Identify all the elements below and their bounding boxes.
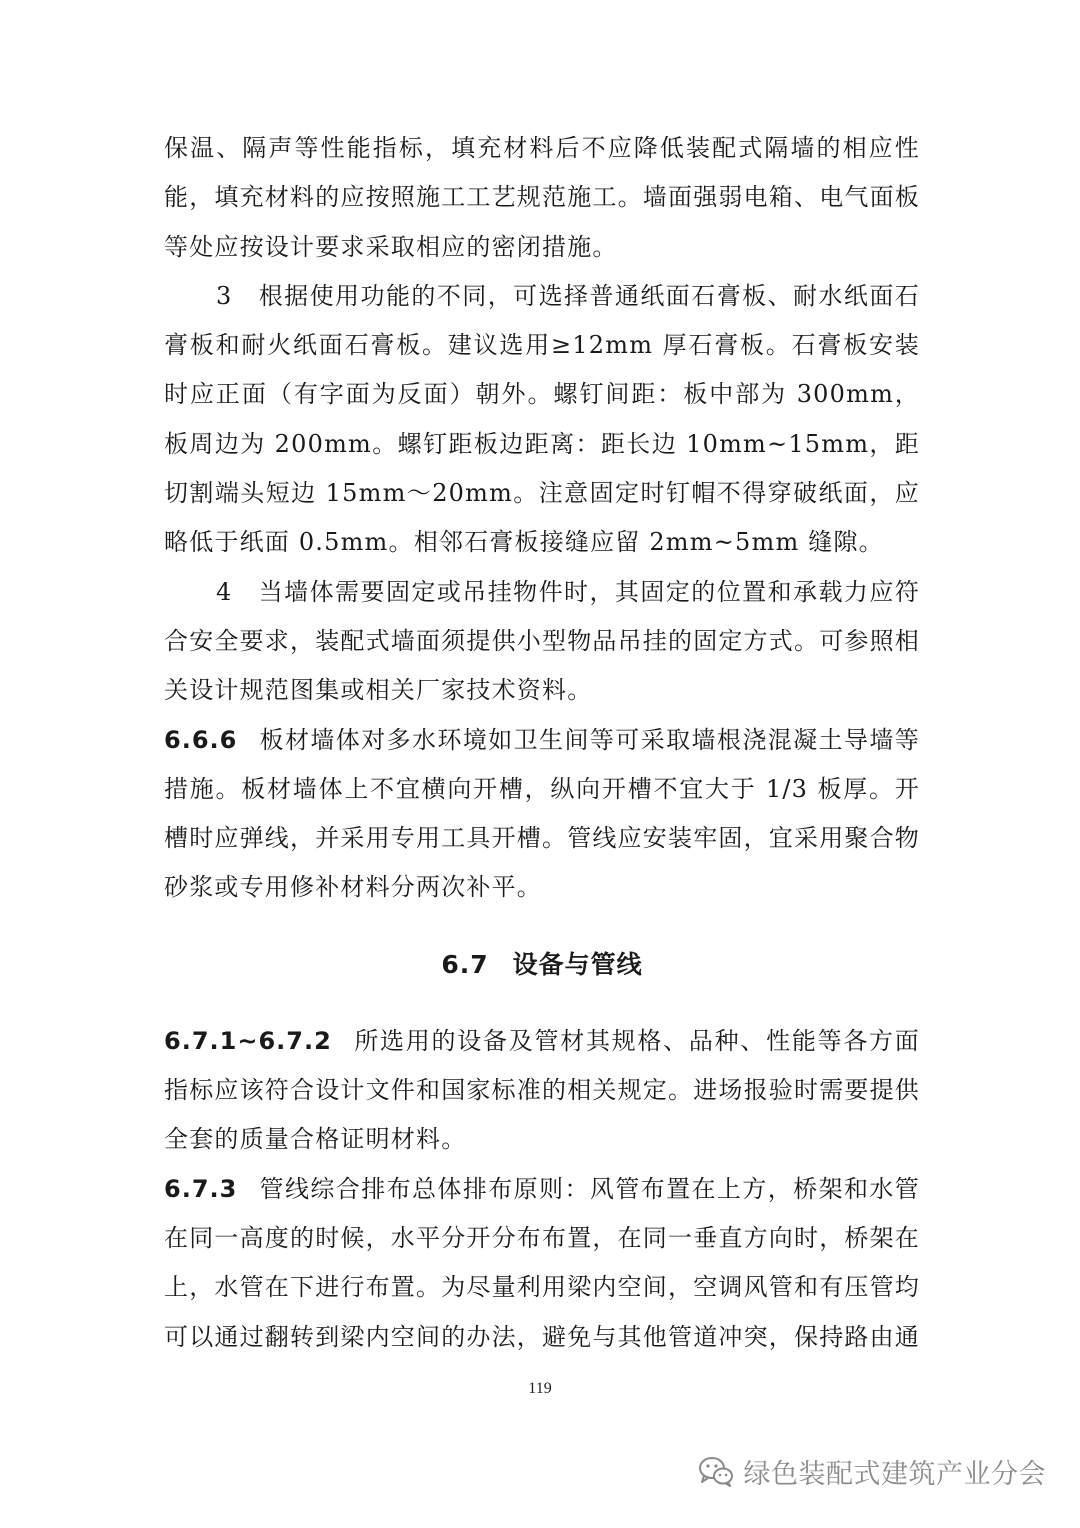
watermark-text: 绿色装配式建筑产业分会 [743,1459,1046,1490]
page-body [164,124,920,1362]
paragraph-text: 根据使用功能的不同，可选择普通纸面石膏板、耐水纸面石膏板和耐火纸面石膏板。建议选用≥12mm 厚石膏板。石膏板安装时应正面（有字面为反面）朝外。螺钉间距：板中部为 300mm，板周边为 200mm。螺钉距板边距离：距长边 10mm~15mm，距切割端头短边 15mm～20mm。注意固定时钉帽不得穿破纸面，应略低于纸面 0.5mm。相邻石膏板接缝应留 2mm~5mm 缝隙。 [164,281,920,557]
page-number: 119 [528,1380,552,1397]
paragraph-text: 所选用的设备及管材其规格、品种、性能等各方面指标应该符合设计文件和国家标准的相关规定。进场报验时需要提供全套的质量合格证明材料。 [164,1026,920,1154]
paragraph-item-4 [164,568,920,716]
paragraph-text: 管线综合排布总体排布原则：风管布置在上方，桥架和水管在同一高度的时候，水平分开分布布置，在同一垂直方向时，桥架在上，水管在下进行布置。为尽量利用梁内空间，空调风管和有压管均可以通过翻转到梁内空间的办法，避免与其他管道冲突，保持路由通 [164,1174,920,1351]
paragraph-item-3 [164,272,920,568]
wechat-icon [698,1456,734,1488]
section-title: 设备与管线 [512,949,643,979]
clause-number: 6.7.3 [164,1174,238,1203]
clause-6-7-1 [164,1017,920,1165]
watermark [698,1452,1047,1491]
paragraph-continued [164,124,920,272]
clause-number: 6.7.1~6.7.2 [164,1026,332,1055]
clause-6-7-3 [164,1165,920,1362]
paragraph-text: 板材墙体对多水环境如卫生间等可采取墙根浇混凝土导墙等措施。板材墙体上不宜横向开槽，纵向开槽不宜大于 1/3 板厚。开槽时应弹线，并采用专用工具开槽。管线应安装牢固，宜采用聚合物砂浆或专用修补材料分两次补平。 [164,725,920,902]
item-number: 3 [216,281,233,310]
clause-6-6-6 [164,716,920,913]
paragraph-text: 保温、隔声等性能指标，填充材料后不应降低装配式隔墙的相应性能，填充材料的应按照施工工艺规范施工。墙面强弱电箱、电气面板等处应按设计要求采取相应的密闭措施。 [164,134,920,261]
clause-number: 6.6.6 [164,725,238,754]
item-number: 4 [216,577,233,606]
paragraph-text: 当墙体需要固定或吊挂物件时，其固定的位置和承载力应符合安全要求，装配式墙面须提供小型物品吊挂的固定方式。可参照相关设计规范图集或相关厂家技术资料。 [164,577,920,705]
section-heading [164,943,920,987]
section-number: 6.7 [441,949,489,979]
